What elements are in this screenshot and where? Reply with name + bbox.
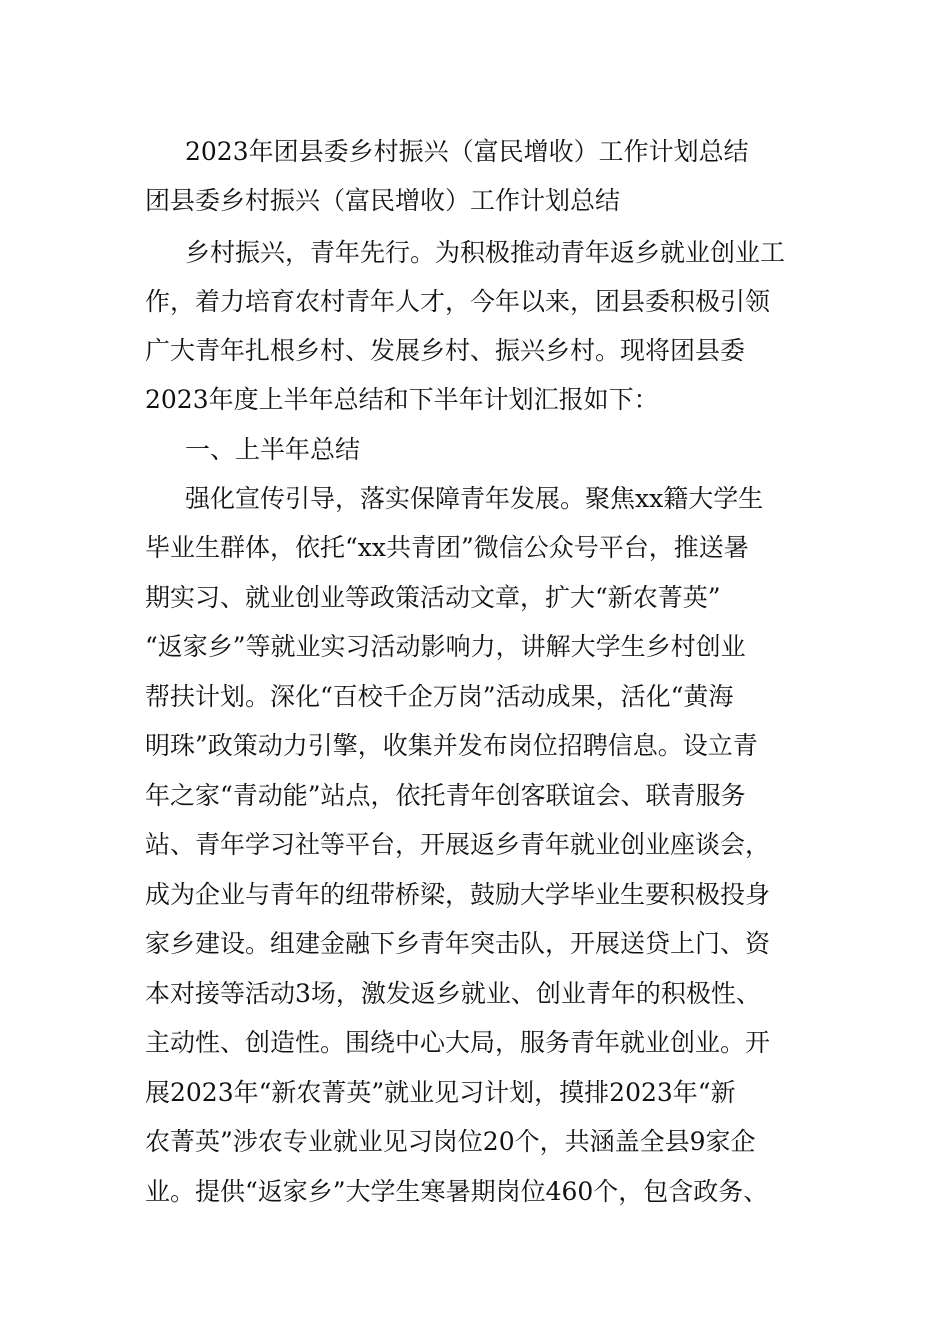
body-line: 站、青年学习社等平台，开展返乡青年就业创业座谈会， (145, 830, 771, 859)
body-line: 家乡建设。组建金融下乡青年突击队，开展送贷上门、资 (145, 929, 771, 958)
section-heading: 一、上半年总结 (185, 435, 361, 464)
body-line: 强化宣传引导，落实保障青年发展。聚焦xx籍大学生 (185, 484, 764, 513)
body-line: 主动性、创造性。围绕中心大局，服务青年就业创业。开 (145, 1028, 771, 1057)
body-line: 农菁英”涉农专业就业见习岗位20个，共涵盖全县9家企 (145, 1127, 756, 1156)
intro-line: 乡村振兴，青年先行。为积极推动青年返乡就业创业工 (185, 238, 786, 267)
body-line: 期实习、就业创业等政策活动文章，扩大“新农菁英” (145, 583, 721, 612)
intro-line: 广大青年扎根乡村、发展乡村、振兴乡村。现将团县委 (145, 336, 746, 365)
body-line: 业。提供“返家乡”大学生寒暑期岗位460个，包含政务、 (145, 1177, 769, 1206)
intro-line: 作，着力培育农村青年人才，今年以来，团县委积极引领 (145, 287, 771, 316)
body-line: 成为企业与青年的纽带桥梁，鼓励大学毕业生要积极投身 (145, 880, 771, 909)
body-line: 年之家“青动能”站点，依托青年创客联谊会、联青服务 (145, 781, 746, 810)
body-line: 展2023年“新农菁英”就业见习计划，摸排2023年“新 (145, 1078, 736, 1107)
document-subtitle: 团县委乡村振兴（富民增收）工作计划总结 (145, 186, 621, 215)
body-line: “返家乡”等就业实习活动影响力，讲解大学生乡村创业 (145, 632, 746, 661)
body-line: 帮扶计划。深化“百校千企万岗”活动成果，活化“黄海 (145, 682, 734, 711)
body-line: 明珠”政策动力引擎，收集并发布岗位招聘信息。设立青 (145, 731, 758, 760)
body-line: 本对接等活动3场，激发返乡就业、创业青年的积极性、 (145, 979, 761, 1008)
intro-line: 2023年度上半年总结和下半年计划汇报如下： (145, 385, 659, 414)
document-title: 2023年团县委乡村振兴（富民增收）工作计划总结 (185, 137, 749, 166)
body-line: 毕业生群体，依托“xx共青团”微信公众号平台，推送暑 (145, 533, 749, 562)
